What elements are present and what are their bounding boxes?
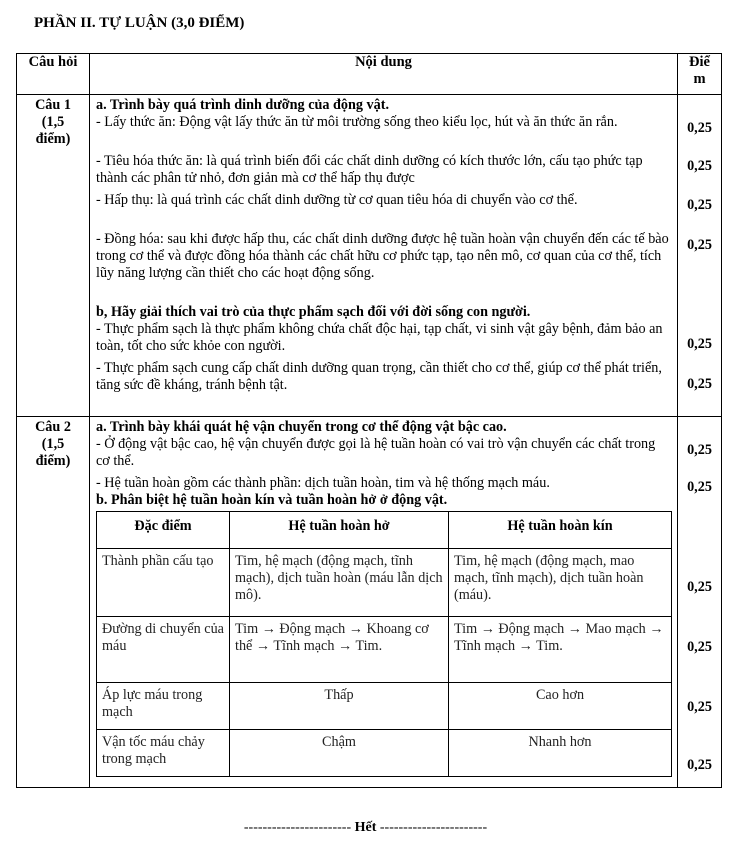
end-marker bbox=[0, 819, 731, 836]
question-2-label: Câu 2 (1,5 điểm) bbox=[17, 417, 90, 788]
q2-score-1: 0,25 bbox=[687, 442, 712, 458]
q1-item-4: - Đồng hóa: sau khi được hấp thu, các chất dinh dưỡng được hệ tuần hoàn vận chuyển đến các tế bào trong cơ thể và được đồng hóa thành các chất hữu cơ phức tạp, tạo nên mô, cơ quan của cơ thể, tích lũy năng lượng cần thiết cho các hoạt động sống. bbox=[96, 231, 669, 281]
section-title: PHẦN II. TỰ LUẬN (3,0 ĐIỂM) bbox=[34, 15, 245, 31]
question-1-label: Câu 1 (1,5 điểm) bbox=[17, 95, 90, 417]
q2-part-a-heading: a. Trình bày khái quát hệ vận chuyển trong cơ thể động vật bậc cao. bbox=[96, 419, 507, 435]
comparison-row-path bbox=[97, 617, 672, 683]
comparison-cell: Tim, hệ mạch (động mạch, tĩnh mạch), dịch tuần hoàn (máu lẫn dịch mô). bbox=[230, 549, 449, 617]
end-label: Hết bbox=[354, 820, 377, 835]
question-1-scores bbox=[678, 95, 722, 417]
comparison-cell: Vận tốc máu chảy trong mạch bbox=[97, 730, 230, 777]
end-dashes-left: ----------------------- bbox=[243, 820, 352, 835]
comparison-cell: Tim, hệ mạch (động mạch, mao mạch, tĩnh mạch), dịch tuần hoàn (máu). bbox=[449, 549, 672, 617]
comparison-cell: Thấp bbox=[230, 683, 449, 730]
q2-score-4: 0,25 bbox=[687, 639, 712, 655]
header-question: Câu hỏi bbox=[17, 54, 90, 95]
comparison-row-velocity bbox=[97, 730, 672, 777]
question-2-content bbox=[90, 417, 678, 788]
q1-score-3: 0,25 bbox=[687, 197, 712, 213]
question-2-scores bbox=[678, 417, 722, 788]
comparison-header-feature: Đặc điểm bbox=[97, 512, 230, 549]
question-1-row bbox=[17, 95, 722, 417]
comparison-cell: Tim → Động mạch → Khoang cơ thể → Tĩnh mạch → Tim. bbox=[230, 617, 449, 683]
comparison-cell: Cao hơn bbox=[449, 683, 672, 730]
q2-score-2: 0,25 bbox=[687, 479, 712, 495]
header-score: Điể m bbox=[678, 54, 722, 95]
question-1-content bbox=[90, 95, 678, 417]
q1-part-a-heading: a. Trình bày quá trình dinh dưỡng của động vật. bbox=[96, 97, 389, 113]
q1-item-6: - Thực phẩm sạch cung cấp chất dinh dưỡng quan trọng, cần thiết cho cơ thể, giúp cơ thể phát triển, tăng sức đề kháng, tránh bệnh tật. bbox=[96, 360, 662, 393]
header-content: Nội dung bbox=[90, 54, 678, 95]
q1-item-1: - Lấy thức ăn: Động vật lấy thức ăn từ môi trường sống theo kiểu lọc, hút và ăn thức ăn rắn. bbox=[96, 114, 618, 130]
q1-score-2: 0,25 bbox=[687, 158, 712, 174]
comparison-row-structure bbox=[97, 549, 672, 617]
q2-item-1: - Ở động vật bậc cao, hệ vận chuyển được gọi là hệ tuần hoàn có vai trò vận chuyển các chất trong cơ thể. bbox=[96, 436, 656, 469]
q1-part-b-heading: b, Hãy giải thích vai trò của thực phẩm sạch đối với đời sống con người. bbox=[96, 304, 531, 320]
q1-score-4: 0,25 bbox=[687, 237, 712, 253]
q1-item-5: - Thực phẩm sạch là thực phẩm không chứa chất độc hại, tạp chất, vi sinh vật gây bệnh, đảm bảo an toàn, tốt cho sức khỏe con người. bbox=[96, 321, 663, 354]
comparison-header-row bbox=[97, 512, 672, 549]
q2-item-2: - Hệ tuần hoàn gồm các thành phần: dịch tuần hoàn, tim và hệ thống mạch máu. bbox=[96, 475, 550, 491]
circulation-comparison-table bbox=[96, 511, 672, 777]
q2-score-3: 0,25 bbox=[687, 579, 712, 595]
comparison-header-open: Hệ tuần hoàn hở bbox=[230, 512, 449, 549]
q1-score-6: 0,25 bbox=[687, 376, 712, 392]
q1-item-3: - Hấp thụ: là quá trình các chất dinh dưỡng từ cơ quan tiêu hóa di chuyển vào cơ thể. bbox=[96, 192, 578, 208]
answer-table-header bbox=[17, 54, 722, 95]
q1-score-5: 0,25 bbox=[687, 336, 712, 352]
comparison-cell: Chậm bbox=[230, 730, 449, 777]
comparison-cell: Thành phần cấu tạo bbox=[97, 549, 230, 617]
comparison-header-closed: Hệ tuần hoàn kín bbox=[449, 512, 672, 549]
q2-score-6: 0,25 bbox=[687, 757, 712, 773]
comparison-cell: Áp lực máu trong mạch bbox=[97, 683, 230, 730]
q2-score-5: 0,25 bbox=[687, 699, 712, 715]
comparison-cell: Đường di chuyển của máu bbox=[97, 617, 230, 683]
q1-score-1: 0,25 bbox=[687, 120, 712, 136]
question-2-row bbox=[17, 417, 722, 788]
comparison-row-pressure bbox=[97, 683, 672, 730]
end-dashes-right: ----------------------- bbox=[379, 820, 488, 835]
comparison-cell: Tim → Động mạch → Mao mạch → Tĩnh mạch → Tim. bbox=[449, 617, 672, 683]
q1-item-2: - Tiêu hóa thức ăn: là quá trình biến đổi các chất dinh dưỡng có kích thước lớn, cấu tạo phức tạp thành các phân tử nhỏ, đơn giản mà cơ thể hấp thụ được bbox=[96, 153, 643, 186]
comparison-cell: Nhanh hơn bbox=[449, 730, 672, 777]
q2-part-b-heading: b. Phân biệt hệ tuần hoàn kín và tuần hoàn hở ở động vật. bbox=[96, 492, 448, 508]
answer-table bbox=[16, 53, 722, 788]
